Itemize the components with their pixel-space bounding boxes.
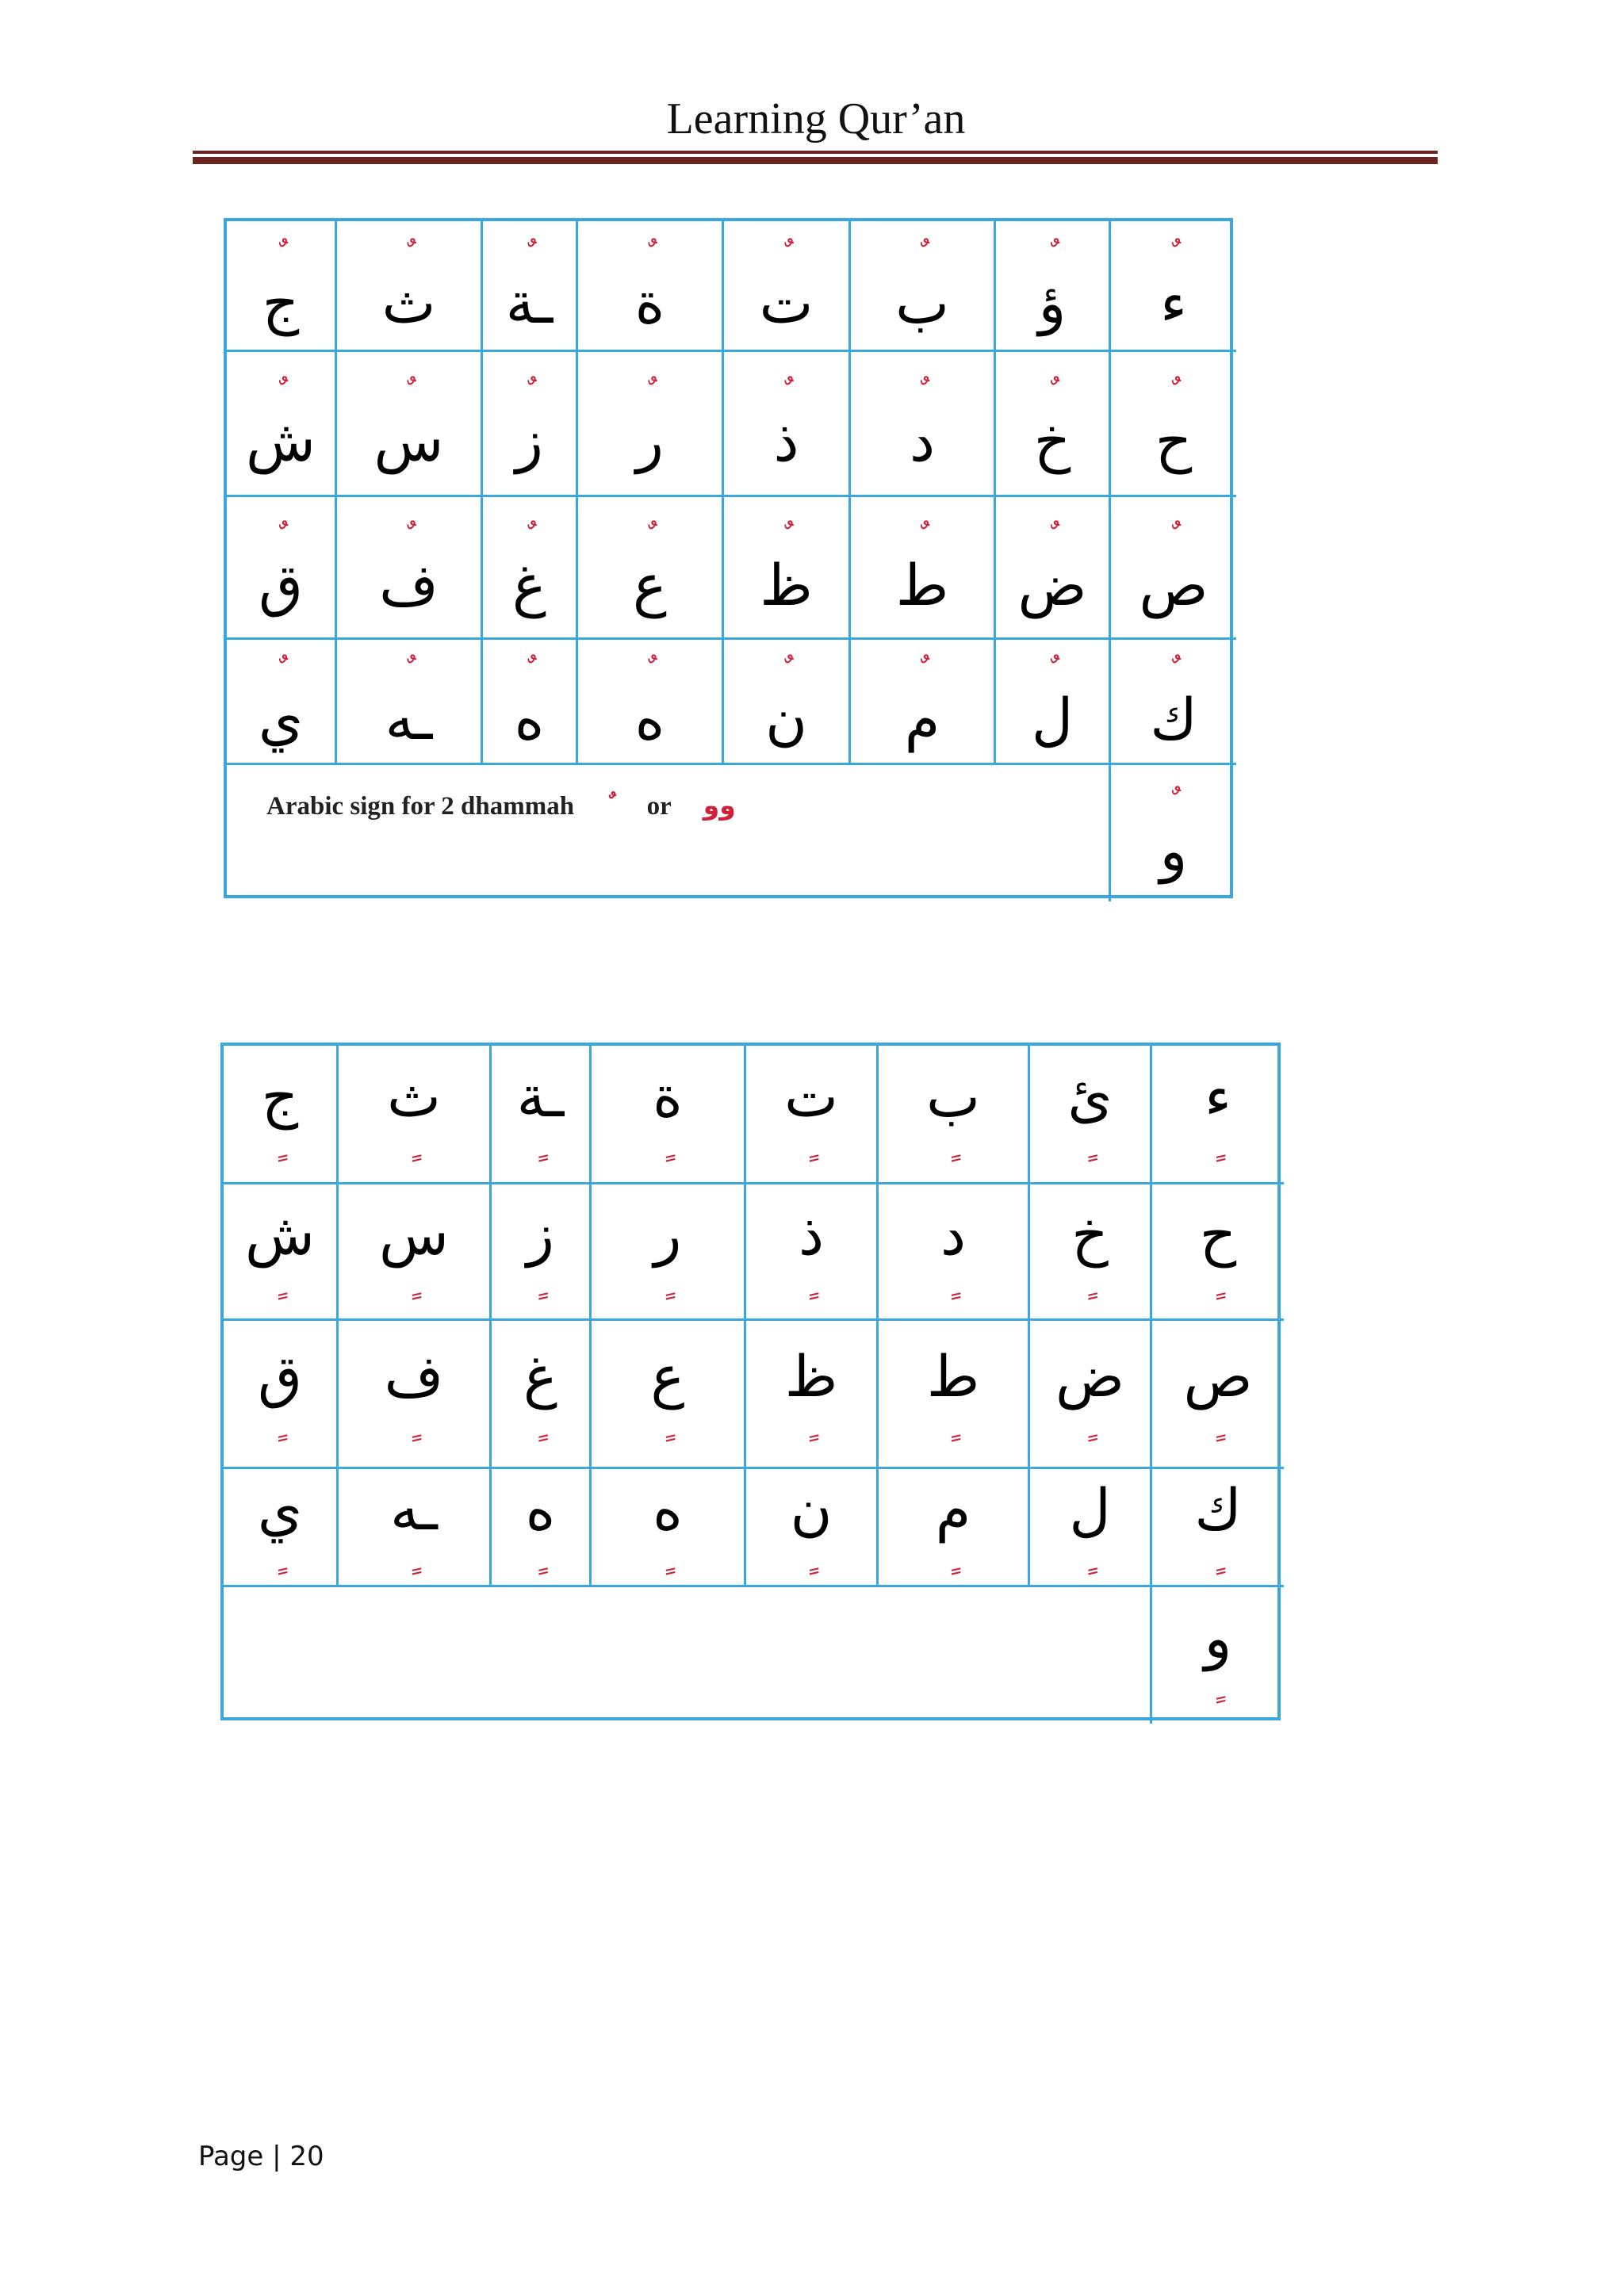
arabic-letter: ب bbox=[895, 270, 949, 336]
letter-cell bbox=[492, 1469, 592, 1587]
dammatan-mark: ٌ bbox=[1047, 519, 1058, 556]
arabic-letter: ة bbox=[634, 270, 665, 336]
letter-cell bbox=[724, 497, 851, 640]
kasratan-mark: ٍ bbox=[948, 1539, 959, 1575]
letter-cell bbox=[851, 640, 996, 765]
dammatan-mark: ٌ bbox=[917, 652, 928, 690]
kasratan-mark: ٍ bbox=[1212, 1667, 1224, 1704]
letter-cell bbox=[879, 1046, 1030, 1184]
arabic-letter: ي bbox=[257, 1476, 303, 1543]
letter-cell bbox=[227, 497, 337, 640]
arabic-letter: س bbox=[379, 1200, 449, 1268]
letter-cell bbox=[227, 640, 337, 765]
letter-cell bbox=[337, 352, 483, 497]
arabic-letter: ل bbox=[1031, 685, 1074, 752]
dammatan-mark: ٌ bbox=[524, 237, 534, 274]
letter-cell bbox=[1111, 497, 1236, 640]
letter-cell bbox=[1030, 1184, 1152, 1321]
dammatan-mark: ٌ bbox=[275, 237, 286, 274]
letter-cell bbox=[1152, 1046, 1284, 1184]
arabic-letter: ه bbox=[514, 685, 545, 752]
dammatan-mark: ٌ bbox=[917, 375, 928, 411]
arabic-letter: ص bbox=[1139, 551, 1208, 618]
kasratan-mark: ٍ bbox=[662, 1126, 673, 1162]
kasratan-mark: ٍ bbox=[1085, 1539, 1095, 1575]
letter-cell bbox=[996, 221, 1111, 352]
kasratan-mark: ٍ bbox=[274, 1126, 285, 1162]
arabic-letter: ك bbox=[1194, 1476, 1242, 1543]
kasratan-mark: ٍ bbox=[535, 1406, 546, 1442]
kasratan-mark: ٍ bbox=[408, 1263, 419, 1300]
header-rule-thick bbox=[193, 157, 1438, 164]
arabic-letter: ز bbox=[527, 1200, 554, 1268]
arabic-letter: و bbox=[1204, 1605, 1232, 1671]
letter-cell bbox=[227, 221, 337, 352]
arabic-letter: ء bbox=[1160, 270, 1187, 336]
arabic-letter: ز bbox=[515, 408, 543, 474]
arabic-letter: ع bbox=[633, 551, 667, 618]
arabic-letter: غ bbox=[523, 1343, 557, 1410]
arabic-letter: ر bbox=[653, 1200, 682, 1268]
dammatan-mark: ٌ bbox=[1047, 652, 1058, 690]
kasratan-mark: ٍ bbox=[274, 1406, 285, 1442]
arabic-letter: ب bbox=[926, 1063, 980, 1130]
dammatan-mark: ٌ bbox=[1047, 237, 1058, 274]
arabic-letter: خ bbox=[1071, 1200, 1109, 1268]
arabic-letter: غ bbox=[512, 551, 546, 618]
arabic-letter: ـه bbox=[385, 685, 433, 752]
arabic-letter: ـة bbox=[505, 270, 553, 336]
dammatan-table bbox=[224, 218, 1233, 898]
kasratan-mark: ٍ bbox=[1212, 1406, 1224, 1442]
letter-cell bbox=[227, 352, 337, 497]
kasratan-table bbox=[220, 1043, 1281, 1720]
letter-cell bbox=[492, 1046, 592, 1184]
letter-cell bbox=[578, 640, 724, 765]
note-text: Arabic sign for 2 dhammah bbox=[266, 792, 575, 821]
dammatan-mark: ٌ bbox=[1047, 375, 1058, 411]
arabic-letter: و bbox=[1159, 817, 1188, 884]
arabic-letter: ش bbox=[245, 1200, 315, 1268]
arabic-letter: ي bbox=[258, 685, 304, 752]
arabic-letter: ـة bbox=[516, 1063, 565, 1130]
dammatan-mark: ٌ bbox=[917, 237, 928, 274]
kasratan-mark: ٍ bbox=[1212, 1263, 1224, 1300]
kasratan-mark: ٍ bbox=[806, 1539, 817, 1575]
arabic-letter: خ bbox=[1033, 408, 1071, 474]
arabic-letter: ن bbox=[765, 685, 807, 752]
letter-cell bbox=[339, 1469, 492, 1587]
arabic-letter: ط bbox=[926, 1343, 980, 1410]
letter-cell bbox=[1152, 1184, 1284, 1321]
arabic-letter: ط bbox=[895, 551, 949, 618]
page-number: Page | 20 bbox=[198, 2141, 324, 2172]
kasratan-mark: ٍ bbox=[662, 1263, 673, 1300]
letter-cell bbox=[851, 497, 996, 640]
dhammah-note bbox=[266, 789, 768, 824]
dammatan-mark: ٌ bbox=[781, 237, 791, 274]
arabic-letter: ف bbox=[384, 1343, 444, 1410]
dammatan-mark: ٌ bbox=[404, 519, 414, 556]
letter-cell bbox=[746, 1469, 879, 1587]
arabic-letter: ض bbox=[1017, 551, 1087, 618]
dammatan-mark: ٌ bbox=[524, 652, 534, 690]
arabic-letter: ه bbox=[653, 1476, 683, 1543]
kasratan-mark: ٍ bbox=[408, 1539, 419, 1575]
letter-cell bbox=[1152, 1321, 1284, 1469]
dammatan-mark: ٌ bbox=[1168, 519, 1179, 556]
letter-cell bbox=[851, 352, 996, 497]
letter-cell bbox=[1111, 765, 1236, 901]
arabic-letter: د bbox=[909, 408, 936, 474]
letter-cell bbox=[224, 1046, 339, 1184]
kasratan-mark: ٍ bbox=[274, 1539, 285, 1575]
kasratan-mark: ٍ bbox=[535, 1539, 546, 1575]
dammatan-mark: ٌ bbox=[781, 519, 791, 556]
note-cell bbox=[227, 765, 1111, 901]
letter-cell bbox=[746, 1321, 879, 1469]
arabic-letter: م bbox=[904, 685, 940, 752]
kasratan-mark: ٍ bbox=[535, 1263, 546, 1300]
letter-cell bbox=[1152, 1469, 1284, 1587]
kasratan-mark: ٍ bbox=[948, 1263, 959, 1300]
arabic-letter: ع bbox=[650, 1343, 685, 1410]
arabic-letter: ر bbox=[636, 408, 664, 474]
dammatan-mark: ٌ bbox=[645, 237, 655, 274]
letter-cell bbox=[578, 497, 724, 640]
header-rule-thin bbox=[193, 151, 1438, 154]
letter-cell bbox=[1030, 1046, 1152, 1184]
arabic-letter: ت bbox=[784, 1063, 838, 1130]
letter-cell bbox=[483, 352, 578, 497]
letter-cell bbox=[746, 1046, 879, 1184]
letter-cell bbox=[224, 1184, 339, 1321]
note-cell bbox=[224, 1587, 1152, 1724]
letter-cell bbox=[1111, 221, 1236, 352]
letter-cell bbox=[851, 221, 996, 352]
kasratan-mark: ٍ bbox=[408, 1126, 419, 1162]
letter-cell bbox=[224, 1469, 339, 1587]
dammatan-mark: ٌ bbox=[1168, 375, 1179, 411]
dammatan-mark: ٌ bbox=[1168, 652, 1179, 690]
dammatan-mark: ٌ bbox=[524, 375, 534, 411]
arabic-letter: ظ bbox=[784, 1343, 838, 1410]
arabic-letter: ج bbox=[262, 270, 300, 336]
arabic-letter: د bbox=[940, 1200, 967, 1268]
letter-cell bbox=[492, 1321, 592, 1469]
letter-cell bbox=[483, 221, 578, 352]
letter-cell bbox=[1111, 640, 1236, 765]
letter-cell bbox=[879, 1469, 1030, 1587]
arabic-letter: ؤ bbox=[1038, 270, 1067, 336]
letter-cell bbox=[996, 640, 1111, 765]
arabic-letter: ح bbox=[1155, 408, 1193, 474]
letter-cell bbox=[1030, 1321, 1152, 1469]
arabic-letter: س bbox=[373, 408, 444, 474]
kasratan-mark: ٍ bbox=[274, 1263, 285, 1300]
arabic-letter: ف bbox=[379, 551, 439, 618]
letter-cell bbox=[879, 1321, 1030, 1469]
arabic-letter: ة bbox=[653, 1063, 683, 1130]
letter-cell bbox=[724, 352, 851, 497]
kasratan-mark: ٍ bbox=[662, 1539, 673, 1575]
dammatan-mark: ٌ bbox=[275, 375, 286, 411]
arabic-letter: ض bbox=[1055, 1343, 1125, 1410]
arabic-letter: ج bbox=[261, 1063, 299, 1130]
dammatan-mark: ٌ bbox=[645, 375, 655, 411]
letter-cell bbox=[339, 1046, 492, 1184]
dammatan-mark: ٌ bbox=[404, 237, 414, 274]
dammatan-mark: ٌ bbox=[275, 652, 286, 690]
arabic-letter: ه bbox=[634, 685, 665, 752]
letter-cell bbox=[592, 1469, 746, 1587]
arabic-letter: ق bbox=[259, 551, 303, 618]
dammatan-mark: ٌ bbox=[275, 519, 286, 556]
kasratan-mark: ٍ bbox=[408, 1406, 419, 1442]
arabic-letter: ث bbox=[387, 1063, 441, 1130]
dammatan-mark: ٌ bbox=[781, 652, 791, 690]
arabic-letter: ء bbox=[1205, 1063, 1231, 1130]
letter-cell bbox=[724, 221, 851, 352]
arabic-letter: ه bbox=[525, 1476, 556, 1543]
letter-cell bbox=[879, 1184, 1030, 1321]
kasratan-mark: ٍ bbox=[806, 1406, 817, 1442]
kasratan-mark: ٍ bbox=[1085, 1406, 1095, 1442]
letter-cell bbox=[592, 1321, 746, 1469]
arabic-letter: ق bbox=[258, 1343, 302, 1410]
double-waw-sign-icon: وو bbox=[703, 790, 736, 821]
letter-cell bbox=[724, 640, 851, 765]
arabic-letter: ك bbox=[1150, 685, 1197, 752]
dammatan-mark: ٌ bbox=[1168, 785, 1179, 821]
letter-cell bbox=[337, 221, 483, 352]
arabic-letter: ش bbox=[246, 408, 316, 474]
letter-cell bbox=[1030, 1469, 1152, 1587]
kasratan-mark: ٍ bbox=[948, 1406, 959, 1442]
dammatan-mark: ٌ bbox=[1168, 237, 1179, 274]
dammatan-mark: ٌ bbox=[404, 375, 414, 411]
letter-cell bbox=[592, 1046, 746, 1184]
kasratan-mark: ٍ bbox=[1085, 1263, 1095, 1300]
letter-cell bbox=[578, 352, 724, 497]
arabic-letter: ث bbox=[381, 270, 436, 336]
arabic-letter: ـه bbox=[390, 1476, 438, 1543]
dammatan-mark: ٌ bbox=[404, 652, 414, 690]
kasratan-mark: ٍ bbox=[535, 1126, 546, 1162]
arabic-letter: ص bbox=[1183, 1343, 1253, 1410]
dammatan-mark: ٌ bbox=[781, 375, 791, 411]
dammatan-mark: ٌ bbox=[917, 519, 928, 556]
kasratan-mark: ٍ bbox=[1212, 1126, 1224, 1162]
letter-cell bbox=[996, 352, 1111, 497]
dammatan-mark: ٌ bbox=[524, 519, 534, 556]
letter-cell bbox=[337, 497, 483, 640]
arabic-letter: ن bbox=[790, 1476, 833, 1543]
kasratan-mark: ٍ bbox=[806, 1263, 817, 1300]
arabic-letter: ح bbox=[1199, 1200, 1237, 1268]
kasratan-mark: ٍ bbox=[1085, 1126, 1095, 1162]
arabic-letter: ذ bbox=[798, 1200, 825, 1268]
arabic-letter: ذ bbox=[773, 408, 799, 474]
letter-cell bbox=[224, 1321, 339, 1469]
arabic-letter: ل bbox=[1069, 1476, 1111, 1543]
letter-cell bbox=[483, 640, 578, 765]
arabic-letter: م bbox=[935, 1476, 971, 1543]
letter-cell bbox=[592, 1184, 746, 1321]
kasratan-mark: ٍ bbox=[806, 1126, 817, 1162]
letter-cell bbox=[1152, 1587, 1284, 1724]
letter-cell bbox=[337, 640, 483, 765]
arabic-letter: ت bbox=[759, 270, 814, 336]
dammatan-mark: ٌ bbox=[645, 519, 655, 556]
letter-cell bbox=[746, 1184, 879, 1321]
letter-cell bbox=[996, 497, 1111, 640]
kasratan-mark: ٍ bbox=[662, 1406, 673, 1442]
note-or: or bbox=[646, 792, 672, 821]
letter-cell bbox=[492, 1184, 592, 1321]
dammatan-sign-icon: ٌ bbox=[606, 790, 615, 821]
letter-cell bbox=[578, 221, 724, 352]
letter-cell bbox=[339, 1321, 492, 1469]
arabic-letter: ظ bbox=[760, 551, 813, 618]
page-title: Learning Qur’an bbox=[666, 94, 966, 144]
kasratan-mark: ٍ bbox=[948, 1126, 959, 1162]
kasratan-mark: ٍ bbox=[1212, 1539, 1224, 1575]
letter-cell bbox=[483, 497, 578, 640]
letter-cell bbox=[1111, 352, 1236, 497]
letter-cell bbox=[339, 1184, 492, 1321]
dammatan-mark: ٌ bbox=[645, 652, 655, 690]
arabic-letter: ئ bbox=[1067, 1063, 1113, 1130]
